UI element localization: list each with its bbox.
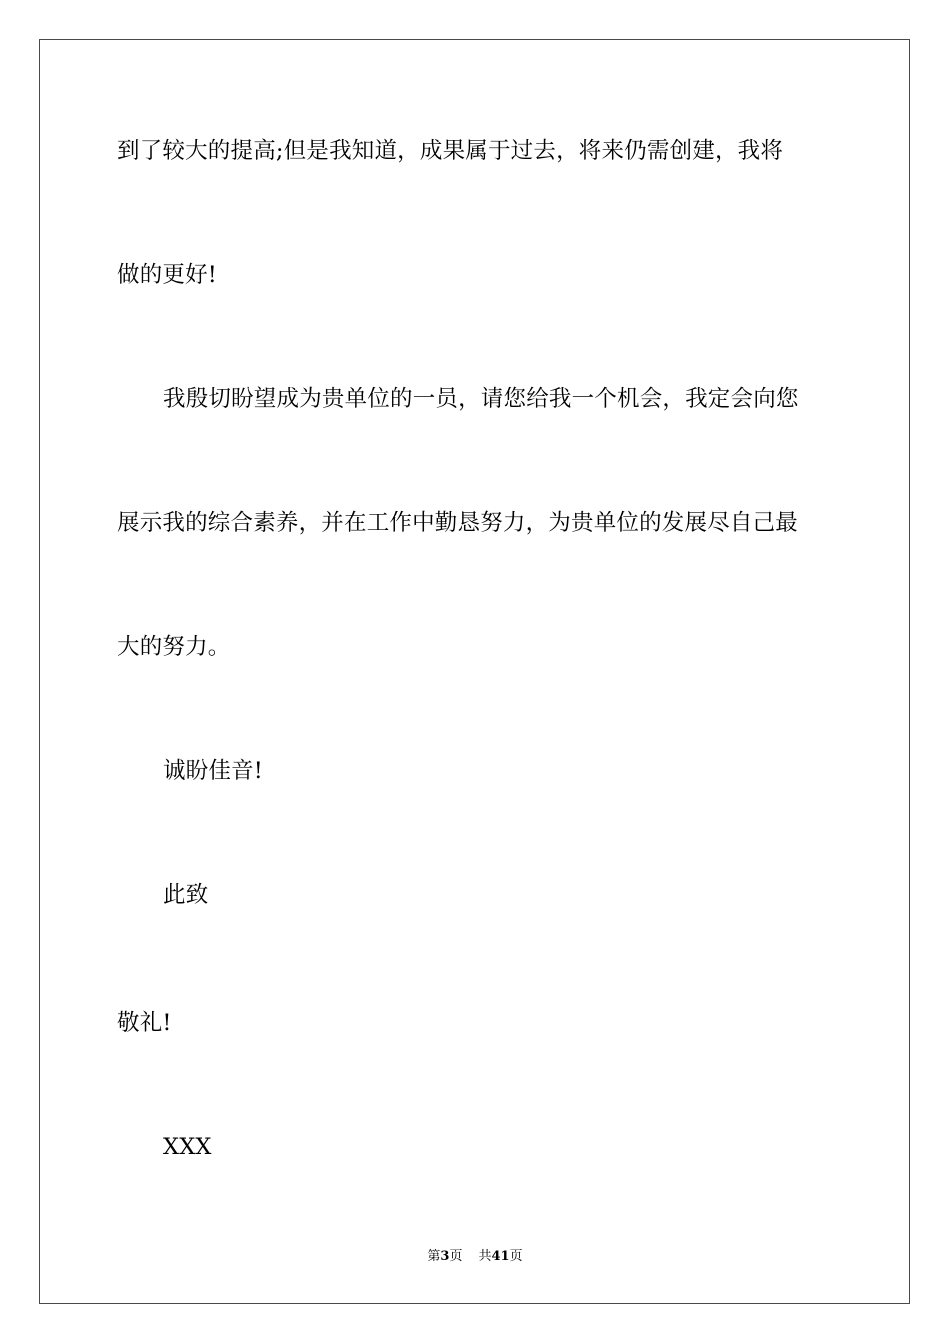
body-line-1: 到了较大的提高;但是我知道，成果属于过去，将来仍需创建，我将	[117, 138, 784, 164]
page-border	[39, 39, 910, 1304]
page-prefix: 第	[427, 1249, 441, 1264]
total-suffix: 页	[509, 1249, 523, 1264]
page-suffix: 页	[449, 1249, 463, 1264]
page-number: 3	[440, 1249, 450, 1264]
total-prefix: 共	[478, 1249, 492, 1264]
page-footer	[0, 1248, 950, 1266]
body-line-2: 做的更好!	[117, 262, 218, 288]
body-line-5: 大的努力。	[117, 634, 231, 660]
body-line-4: 展示我的综合素养，并在工作中勤恳努力，为贵单位的发展尽自己最	[117, 510, 799, 536]
closing-line-3: 敬礼!	[117, 1010, 172, 1036]
closing-line-1: 诚盼佳音!	[163, 758, 264, 784]
signature: XXX	[163, 1134, 212, 1160]
total-pages: 41	[491, 1249, 510, 1264]
closing-line-2: 此致	[163, 882, 209, 908]
body-line-3: 我殷切盼望成为贵单位的一员，请您给我一个机会，我定会向您	[163, 386, 799, 412]
